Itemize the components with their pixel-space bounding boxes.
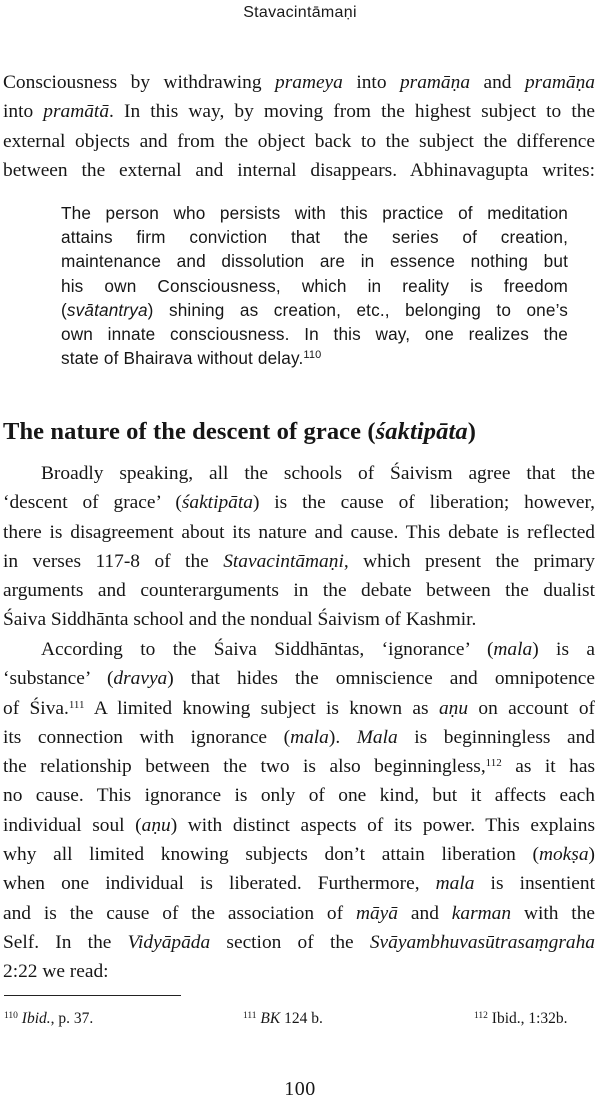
quote-line: The person who persists with this practice of meditation: [61, 203, 568, 223]
text-line: 2:22 we read:: [3, 961, 109, 983]
text-line: individual soul (aṇu) with distinct aspects of its power. This explains: [3, 814, 596, 836]
footnote-110: $^{110}$ Ibid., p. 37.: [4, 1010, 94, 1027]
text-line: According to the Śaiva Siddhāntas, ‘ignorance’ (mala) is a: [41, 639, 595, 660]
paragraph-1: [3, 68, 595, 185]
running-head: Stavacintāmaṇi: [243, 4, 357, 21]
text-line: Self. In the Vidyāpāda section of the Svāyambhuvasūtrasaṃgraha: [3, 931, 595, 953]
footnote-ref[interactable]: 111: [68, 698, 85, 711]
footnote-112: $^{112}$ Ibid., 1:32b.: [474, 1010, 568, 1027]
quote-line: maintenance and dissolution are in essence nothing but: [61, 251, 568, 272]
text-line: in verses 117-8 of the Stavacintāmaṇi, which present the primary: [3, 550, 595, 572]
quote-line: his own Consciousness, which in reality is freedom: [61, 275, 568, 296]
section-heading: The nature of the descent of grace (śaktipāta): [3, 418, 476, 445]
text-line: Broadly speaking, all the schools of Śaivism agree that the: [41, 463, 595, 484]
text-line: between the external and internal disappears. Abhinavagupta writes:: [3, 159, 595, 181]
text-line: into pramātā. In this way, by moving from the highest subject to the: [3, 101, 596, 123]
quote-line: state of Bhairava without delay.$^{110}$: [61, 348, 322, 369]
text-line: Śaiva Siddhānta school and the nondual Śaivism of Kashmir.: [3, 609, 477, 631]
footnote-divider: [4, 995, 181, 996]
footnote-ref[interactable]: 112: [485, 757, 502, 770]
block-quote: [61, 201, 568, 370]
quote-line: own innate consciousness. In this way, one realizes the: [61, 324, 568, 345]
text-line: its connection with ignorance (mala). Mala is beginningless and: [3, 726, 595, 748]
quote-line: attains firm conviction that the series of creation,: [61, 227, 568, 248]
footnote-111: $^{111}$ BK 124 b.: [243, 1010, 323, 1027]
text-line: there is disagreement about its nature and cause. This debate is reflected: [3, 521, 595, 543]
text-line: no cause. This ignorance is only of one kind, but it affects each: [3, 785, 595, 807]
text-line: arguments and counterarguments in the debate between the dualist: [3, 580, 595, 602]
text-line: Consciousness by withdrawing prameya into pramāṇa and pramāṇa: [3, 72, 595, 93]
text-line: ‘substance’ (dravya) that hides the omniscience and omnipotence: [3, 668, 595, 690]
text-line: why all limited knowing subjects don’t attain liberation (mokṣa): [3, 844, 595, 866]
paragraph-2: [3, 459, 595, 635]
text-line: of Śiva.$^{111}$ A limited knowing subject is known as aṇu on account of: [3, 697, 595, 719]
text-line: external objects and from the object back to the subject the difference: [3, 130, 595, 152]
text-line: when one individual is liberated. Furthermore, mala is insentient: [3, 873, 595, 895]
paragraph-3: [3, 635, 595, 987]
footnote-ref[interactable]: 110: [303, 349, 322, 362]
quote-line: (svātantrya) shining as creation, etc., belonging to one’s: [61, 299, 568, 320]
text-line: and is the cause of the association of māyā and karman with the: [3, 902, 595, 924]
page-number: 100: [284, 1078, 316, 1100]
text-line: ‘descent of grace’ (śaktipāta) is the cause of liberation; however,: [3, 492, 595, 514]
text-line: the relationship between the two is also beginningless,$^{112}$ as it has: [3, 756, 595, 778]
